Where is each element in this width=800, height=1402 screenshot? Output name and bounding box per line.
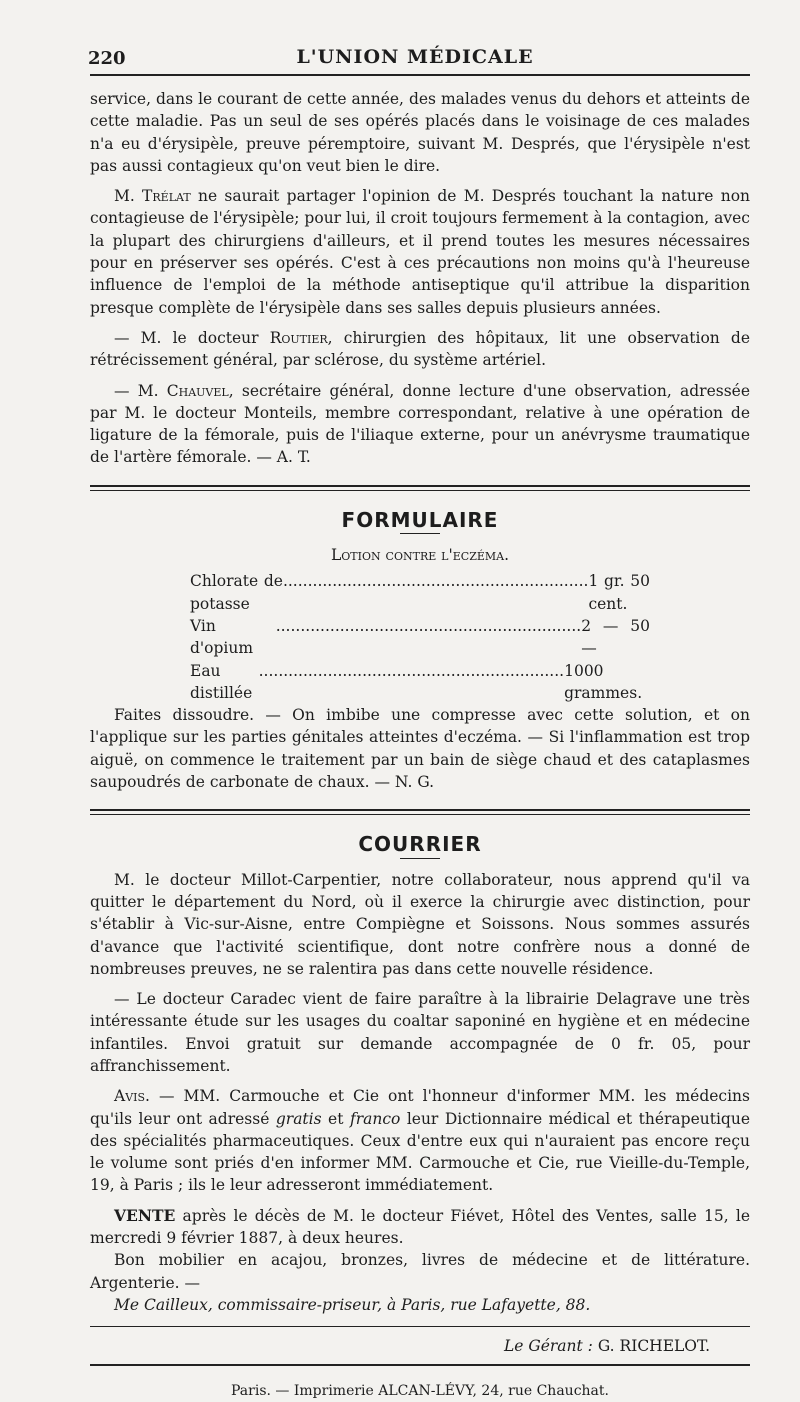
ingredient-row: Chlorate de potasse .............................................................. 1 gr. 50 cent. [190, 570, 650, 615]
person-name: Chauvel [166, 381, 229, 400]
section-title-courrier: COURRIER [358, 832, 482, 857]
ingredient-name: Vin d'opium [190, 616, 254, 658]
gerant-signature: Le Gérant : G. RICHELOT. [503, 1337, 710, 1356]
ingredient-name: Eau distillée [190, 661, 253, 702]
paragraph: Bon mobilier en acajou, bronzes, livres de médecine et de littérature. Argenterie. — [90, 1251, 750, 1292]
page-number: 220 [88, 48, 126, 69]
paragraph: Avis. — MM. Carmouche et Cie ont l'honneur d'informer MM. les médecins qu'ils leur ont adressé gratis et franco leur Dictionnaire médical et thérapeutique des spécialités pharmaceutiques. Ceux d'entre eux qui n'auraient pas encore reçu le volume sont priés d'en informer MM. Carmouche et Cie, rue Vieille-du-Temple, 19, à Paris ; ils le leur adresseront immédiatement. [90, 1087, 750, 1195]
ingredient-list [190, 570, 650, 704]
header-rule [90, 74, 750, 76]
paragraph: VENTE après le décès de M. le docteur Fiévet, Hôtel des Ventes, salle 15, le mercredi 9 février 1887, à deux heures. [90, 1205, 750, 1248]
paragraph: M. Trélat ne saurait partager l'opinion de M. Després touchant la nature non contagieuse de l'érysipèle; pour lui, il croit toujours fermement à la contagion, avec la plupart des chirurgiens d'ailleurs, et il prend toutes les mesures nécessaires pour en préserver ses opérés. C'est à ces précautions non moins qu'à l'heureuse influence de l'emploi de la méthode antiseptique qu'il attribue la disparition presque complète de l'érysipèle dans ses salles depuis plusieurs années. [90, 187, 751, 317]
paragraph: — M. Chauvel, secrétaire général, donne lecture d'une observation, adressée par M. le docteur Monteils, membre correspondant, relative à une opération de ligature de la fémorale, puis de l'iliaque externe, pour un anévrysme traumatique de l'artère fémorale. — A. T. [90, 381, 750, 467]
paragraph: — M. le docteur Routier, chirurgien des hôpitaux, lit une observation de rétrécissement général, par sclérose, du système artériel. [90, 328, 751, 370]
ingredient-row: Eau distillée .............................................................. 1000 grammes. [190, 660, 650, 705]
section-title-formulaire: FORMULAIRE [341, 507, 499, 532]
article-body [90, 88, 750, 1402]
title-rule [400, 858, 440, 859]
paragraph: — Le docteur Caradec vient de faire paraître à la librairie Delagrave une très intéressante étude sur les usages du coaltar saponiné en hygiène et en médecine infantiles. Envoi gratuit sur demande accompagnée de 0 fr. 05, pour affranchissement. [90, 990, 750, 1075]
section-divider [90, 809, 750, 815]
page-header [80, 44, 750, 76]
paragraph: service, dans le courant de cette année, des malades venus du dehors et atteints de cette maladie. Pas un seul de ses opérés placés dans le voisinage de ces malades n'a eu d'érysipèle, preuve péremptoire, suivant M. Després, que l'érysipèle n'est pas aussi contagieux qu'on veut bien le dire. [90, 90, 750, 175]
ingredient-row: Vin d'opium .............................................................. 2 — 50 — [190, 615, 650, 660]
ingredient-qty: 1000 grammes. [564, 661, 643, 702]
ingredient-qty: 1 gr. 50 cent. [588, 572, 650, 613]
person-name: M. Trélat [114, 187, 191, 206]
person-name: Routier [269, 328, 328, 347]
printer-imprint: Paris. — Imprimerie ALCAN-LÉVY, 24, rue Chauchat. [231, 1382, 609, 1399]
title-rule [400, 533, 440, 534]
recipe-instructions: Faites dissoudre. — On imbibe une compresse avec cette solution, et on l'applique sur les parties génitales atteintes d'eczéma. — Si l'inflammation est trop aiguë, on commence le traitement par un bain de siège chaud et des cataplasmes saupoudrés de carbonate de chaux. — N. G. [90, 706, 750, 792]
ingredient-qty: 2 — 50 — [581, 616, 650, 658]
recipe-title: Lotion contre l'eczéma. [330, 546, 510, 565]
running-title: L'UNION MÉDICALE [296, 46, 534, 68]
paragraph: Me Cailleux, commissaire-priseur, à Paris, rue Lafayette, 88. [114, 1295, 591, 1314]
ingredient-name: Chlorate de potasse [190, 572, 283, 613]
printer-rule [90, 1364, 750, 1366]
section-divider [90, 485, 750, 491]
paragraph: M. le docteur Millot-Carpentier, notre collaborateur, nous apprend qu'il va quitter le département du Nord, où il exerce la chirurgie avec distinction, pour s'établir à Vic-sur-Aisne, entre Compiègne et Soissons. Nous sommes assurés d'avance que l'activité scientifique, dont notre confrère nous a donné de nombreuses preuves, ne se ralentira pas dans cette nouvelle résidence. [90, 870, 750, 978]
footer-rule [90, 1326, 750, 1327]
